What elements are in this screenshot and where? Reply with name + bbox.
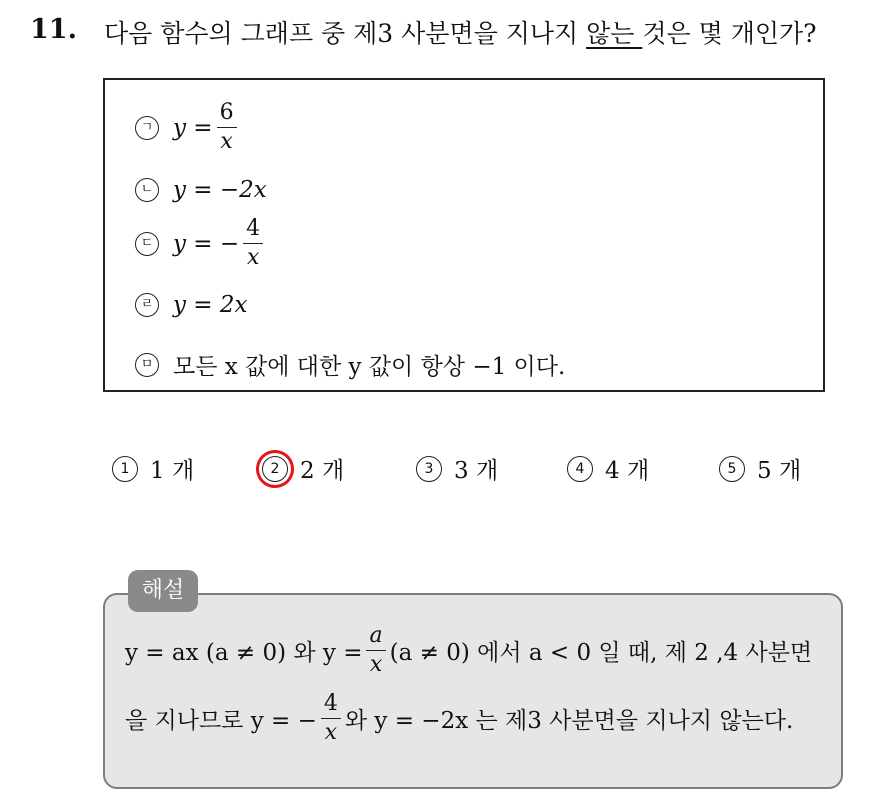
solution-box [103, 593, 843, 789]
fraction-numerator: a [366, 625, 385, 651]
fraction-numerator: 4 [321, 693, 341, 719]
fraction-denominator: x [220, 129, 233, 154]
choice-marker: 1 [112, 456, 138, 482]
condition-expression: y = 2x [173, 292, 248, 318]
condition-lhs: y = [173, 114, 213, 141]
solution-line-2 [125, 693, 793, 744]
condition-item [135, 102, 241, 153]
fraction-numerator: 4 [243, 218, 263, 244]
choice-marker-wrap [262, 456, 300, 482]
condition-marker: ㄱ [135, 116, 159, 140]
question-text-underlined: 않는 [586, 19, 643, 48]
solution-fraction [321, 693, 341, 744]
condition-expression: y = −2x [173, 177, 267, 203]
condition-item [135, 177, 267, 203]
choice-marker: 3 [416, 456, 442, 482]
selection-mark-icon [251, 444, 300, 493]
question-text-after: 것은 몇 개인가? [642, 19, 817, 48]
condition-item [135, 218, 267, 269]
condition-fraction [217, 102, 237, 153]
choice-marker: 4 [567, 456, 593, 482]
solution-text: 와 y = −2x 는 제3 사분면을 지나지 않는다. [344, 708, 794, 734]
fraction-numerator: 6 [217, 102, 237, 128]
condition-expression: 모든 x 값에 대한 y 값이 항상 −1 이다. [173, 354, 566, 380]
condition-item [135, 292, 248, 318]
question-text-before: 다음 함수의 그래프 중 제3 사분면을 지나지 [104, 19, 587, 48]
solution-fraction [366, 625, 385, 676]
solution-text: (a ≠ 0) 에서 a < 0 일 때, 제 2 ,4 사분면 [389, 640, 813, 666]
choice-label: 3 개 [454, 458, 499, 484]
condition-marker: ㄷ [135, 232, 159, 256]
answer-choices [0, 452, 884, 492]
question-number: 11. [30, 14, 77, 45]
choice-label: 4 개 [605, 458, 650, 484]
choice-4[interactable] [567, 452, 649, 485]
solution-line-1 [125, 625, 812, 676]
choice-label: 2 개 [300, 458, 345, 484]
condition-item [135, 348, 565, 381]
choice-marker: 2 [262, 456, 288, 482]
choice-5[interactable] [719, 452, 801, 485]
fraction-denominator: x [324, 720, 338, 745]
condition-marker: ㄴ [135, 178, 159, 202]
condition-fraction [243, 218, 263, 269]
question-text [104, 14, 817, 50]
choice-label: 5 개 [757, 458, 802, 484]
choice-marker: 5 [719, 456, 745, 482]
solution-text: y = ax (a ≠ 0) 와 y = [125, 640, 363, 666]
condition-lhs: y = − [173, 230, 240, 257]
choice-label: 1 개 [150, 458, 195, 484]
fraction-denominator: x [369, 652, 383, 677]
condition-marker: ㄹ [135, 293, 159, 317]
choice-2[interactable] [262, 452, 344, 485]
fraction-denominator: x [246, 245, 260, 270]
choice-1[interactable] [112, 452, 194, 485]
conditions-box [103, 78, 825, 392]
solution-text: 을 지나므로 y = − [125, 708, 317, 734]
condition-marker: ㅁ [135, 353, 159, 377]
solution-tag: 해설 [128, 570, 198, 612]
choice-3[interactable] [416, 452, 498, 485]
